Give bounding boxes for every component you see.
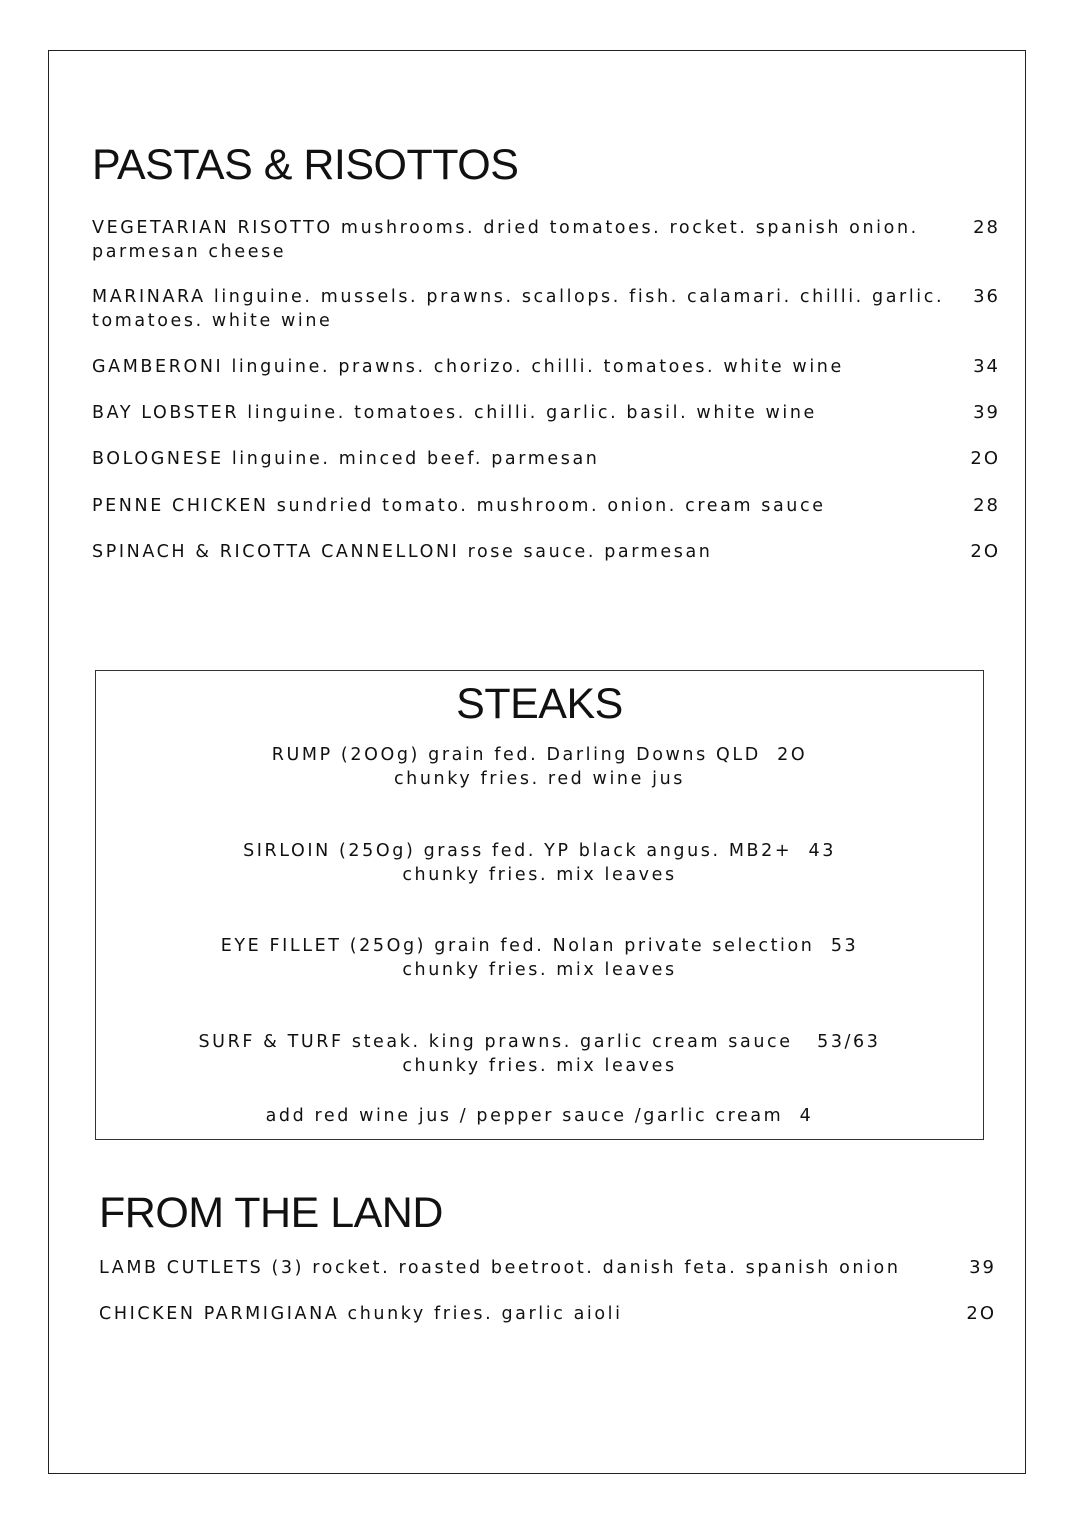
steak-item-sides: chunky fries. red wine jus [393,769,686,789]
steak-item-title: SURF & TURF steak. king prawns. garlic cream sauce 53/63 [198,1032,881,1052]
menu-item [92,216,919,264]
item-name: VEGETARIAN RISOTTO [92,218,333,238]
item-name: SPINACH & RICOTTA CANNELLONI [92,542,460,562]
item-description: linguine. tomatoes. chilli. garlic. basil. white wine [247,403,817,423]
menu-item [92,540,712,564]
item-name: CHICKEN PARMIGIANA [99,1304,340,1324]
item-price: 28 [973,495,1000,516]
item-description: rose sauce. parmesan [467,542,713,562]
menu-item [92,494,826,518]
item-description: chunky fries. garlic aioli [347,1304,623,1324]
steak-item-sides: chunky fries. mix leaves [402,1056,677,1076]
steak-item-title: EYE FILLET (25Og) grain fed. Nolan private selection 53 [220,936,859,956]
item-description: mushrooms. dried tomatoes. rocket. spanish onion. [340,218,919,238]
item-price: 2O [966,1303,996,1324]
item-description: linguine. mussels. prawns. scallops. fish. calamari. chilli. garlic. [213,287,945,307]
item-price: 39 [969,1257,996,1278]
item-description-cont: tomatoes. white wine [92,311,333,331]
section-title-land: FROM THE LAND [99,1189,443,1237]
menu-item [99,1302,623,1326]
item-price: 39 [973,402,1000,423]
item-name: MARINARA [92,287,206,307]
section-title-pastas: PASTAS & RISOTTOS [92,141,519,189]
item-description-cont: parmesan cheese [92,242,287,262]
item-price: 34 [973,356,1000,377]
item-description: linguine. prawns. chorizo. chilli. tomatoes. white wine [231,357,844,377]
steak-item-sides: chunky fries. mix leaves [402,960,677,980]
item-price: 36 [973,286,1000,307]
item-name: BOLOGNESE [92,449,224,469]
menu-item [92,355,844,379]
steak-sauce-addon: add red wine jus / pepper sauce /garlic cream 4 [265,1106,814,1126]
item-name: BAY LOBSTER [92,403,240,423]
item-description: linguine. minced beef. parmesan [231,449,600,469]
steak-item-title: SIRLOIN (25Og) grass fed. YP black angus. MB2+ 43 [243,841,836,861]
item-description: sundried tomato. mushroom. onion. cream sauce [276,496,826,516]
steak-item-title: RUMP (2OOg) grain fed. Darling Downs QLD 2O [271,745,808,765]
item-name: PENNE CHICKEN [92,496,269,516]
item-price: 2O [970,448,1000,469]
item-price: 28 [973,217,1000,238]
menu-item [92,401,817,425]
section-title-steaks: STEAKS [456,680,623,728]
steaks-box [95,670,984,1140]
menu-item [92,447,599,471]
menu-item [92,285,944,333]
steak-item-sides: chunky fries. mix leaves [402,865,677,885]
item-name: GAMBERONI [92,357,224,377]
item-description: rocket. roasted beetroot. danish feta. spanish onion [312,1258,901,1278]
item-name: LAMB CUTLETS (3) [99,1258,305,1278]
menu-item [99,1256,901,1280]
item-price: 2O [970,541,1000,562]
